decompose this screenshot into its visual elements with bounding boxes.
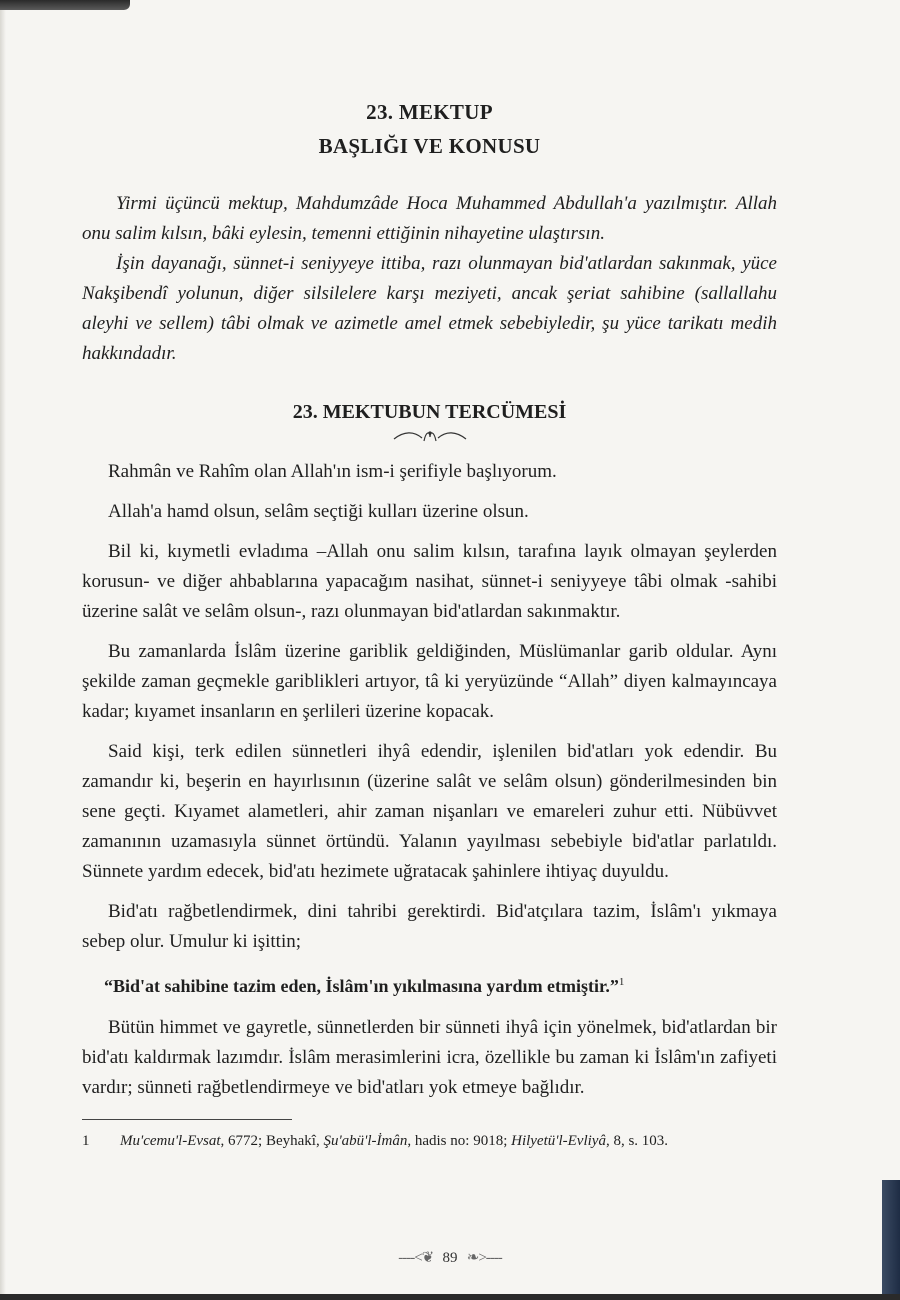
footnote-separator [82, 1119, 292, 1120]
footnote-source-1: Mu'cemu'l-Evsat [120, 1133, 221, 1149]
footnote-source-2: Şu'abü'l-İmân [323, 1133, 408, 1149]
page-bottom-edge [0, 1294, 900, 1300]
footnote-reference[interactable]: 1 [618, 976, 625, 988]
footnote-text-1: , 6772; Beyhakî, [220, 1133, 324, 1149]
ornament-divider-icon [390, 429, 470, 445]
hadith-quote-text: “Bid'at sahibine tazim eden, İslâm'ın yıkılmasına yardım etmiştir.” [104, 976, 619, 996]
page-gutter-shadow [0, 0, 6, 1300]
page-content [82, 95, 777, 1152]
body-paragraph-5: Said kişi, terk edilen sünnetleri ihyâ edendir, işlenilen bid'atları yok edendir. Bu zamandır ki, beşerin en hayırlısının (üzerine salât ve selâm olsun) gönderilmesinden bin sene geçti. Kıyamet alametleri, ahir zaman nişanları ve emareleri zuhur etti. Nübüvvet zamanının uzamasıyla sünnet örtündü. Yalanın yayılması sebebiyle bid'atlar parlatıldı. Sünnete yardım edecek, bid'atı hezimete uğratacak şahinlere ihtiyaç duyuldu. [82, 741, 777, 882]
book-cover-edge [882, 1180, 900, 1300]
page-number-area [0, 1248, 900, 1267]
page-ornament-right-icon: ❧>---- [461, 1250, 502, 1266]
footnote-number: 1 [82, 1133, 90, 1149]
chapter-subtitle: BAŞLIĞI VE KONUSU [318, 134, 541, 158]
footnote-text-2: , hadis no: 9018; [407, 1133, 512, 1149]
body-paragraph-3: Bil ki, kıymetli evladıma –Allah onu salim kılsın, tarafına layık olmayan şeylerden korusun- ve diğer ahbablarına yapacağım nasihat, sünnet-i seniyyeye tâbi olmak -sahibi üzerine salât ve selâm olsun-, razı olunmayan bid'atlardan sakınmaktır. [82, 541, 777, 622]
chapter-title: 23. MEKTUP [366, 100, 493, 124]
footnote-text-3: , 8, s. 103. [605, 1133, 669, 1149]
page-corner-shadow [0, 0, 130, 10]
footnote [82, 1130, 777, 1152]
intro-paragraph-2: İşin dayanağı, sünnet-i seniyyeye ittiba, razı olunmayan bid'atlardan sakınmak, yüce Nakşibendî yolunun, diğer silsilelere karşı meziyeti, ancak şeriat sahibine (sallallahu aleyhi ve sellem) tâbi olmak ve azimetle amel etmek sebebiyledir, şu yüce tarikatı medih hakkındadır. [82, 253, 777, 364]
page-number: 89 [442, 1250, 458, 1266]
body-paragraph-2: Allah'a hamd olsun, selâm seçtiği kulları üzerine olsun. [108, 501, 529, 522]
body-paragraph-4: Bu zamanlarda İslâm üzerine gariblik geldiğinden, Müslümanlar garib oldular. Aynı şekilde zaman geçmekle gariblikleri artıyor, tâ ki yeryüzünde “Allah” diyen kalmayıncaya kadar; kıyamet insanların en şerlileri üzerine kopacak. [82, 641, 777, 722]
body-paragraph-6: Bid'atı rağbetlendirmek, dini tahribi gerektirdi. Bid'atçılara tazim, İslâm'ı yıkmaya sebep olur. Umulur ki işittin; [82, 901, 777, 952]
footnote-source-3: Hilyetü'l-Evliyâ [511, 1133, 606, 1149]
page-ornament-left-icon: ----<❦ [398, 1250, 439, 1266]
section-title: 23. MEKTUBUN TERCÜMESİ [292, 401, 567, 423]
footnote-text [120, 1130, 668, 1152]
body-paragraph-7: Bütün himmet ve gayretle, sünnetlerden bir sünneti ihyâ için yönelmek, bid'atlardan bir bid'atı kaldırmak lazımdır. İslâm merasimlerini icra, özellikle bu zaman ki İslâm'ın zafiyeti vardır; sünneti rağbetlendirmeye ve bid'atları yok etmeye bağlıdır. [82, 1017, 777, 1098]
body-paragraph-1: Rahmân ve Rahîm olan Allah'ın ism-i şerifiyle başlıyorum. [108, 461, 557, 482]
intro-paragraph-1: Yirmi üçüncü mektup, Mahdumzâde Hoca Muhammed Abdullah'a yazılmıştır. Allah onu salim kılsın, bâki eylesin, temenni ettiğinin nihayetine ulaştırsın. [82, 193, 777, 244]
hadith-quote [82, 967, 777, 1001]
